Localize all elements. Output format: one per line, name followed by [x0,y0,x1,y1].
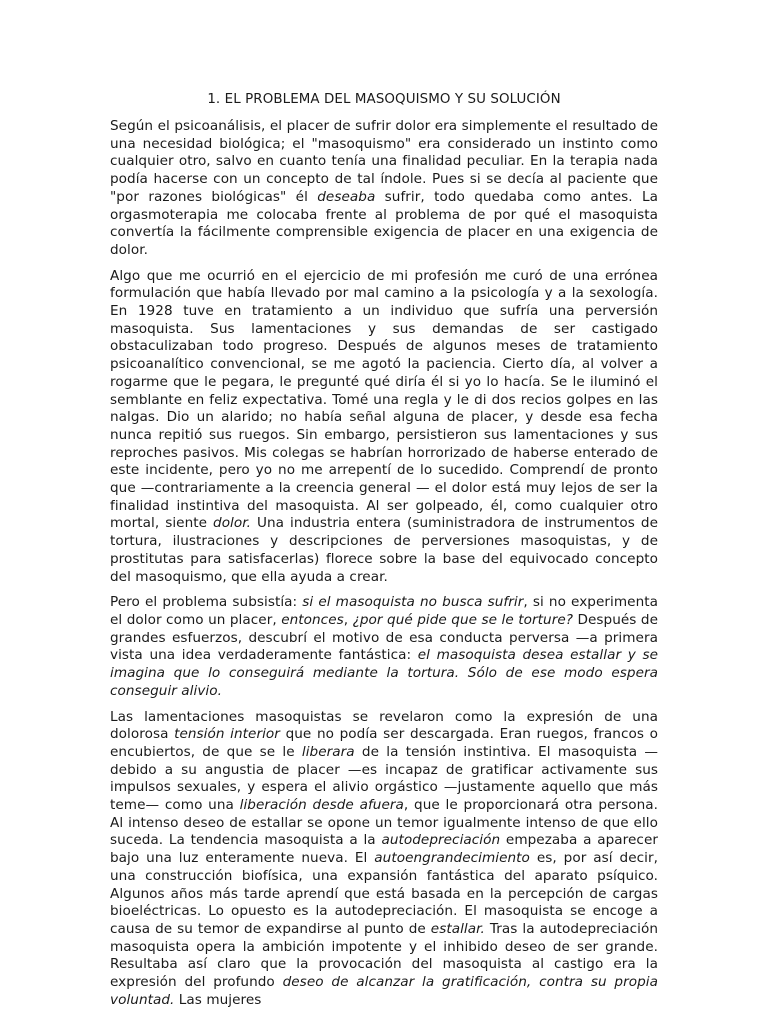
italic-text: liberación desde afuera [239,797,404,814]
italic-text: autoengrandecimiento [374,850,530,867]
paragraph [110,594,658,700]
italic-text: el masoquista desea estallar y se imagina que lo conseguirá mediante la tortura. Sólo de ese modo espera conseguir alivio. [110,647,658,699]
paragraph [110,709,658,1010]
italic-text: si el masoquista no busca sufrir [302,594,524,611]
text-run: de la tensión instintiva. El masoquista — debido a su angustia de placer —es incapaz de gratificar activamente sus impulsos sexuales, y espera el alivio orgástico —justamente aquello que más teme— como una [110,743,658,814]
text-run: es, por así decir, una construcción biofísica, una expansión fantástica del aparato psíquico. Algunos años más tarde aprendí que está basada en la percepción de cargas bioeléctricas. Lo opuesto es la autodepreciación. El masoquista se encoge a causa de su temor de expandirse al punto de [110,850,658,937]
italic-text: estallar. [430,920,485,937]
paragraph [110,118,658,260]
italic-text: dolor. [213,515,252,532]
text-run: Las mujeres [174,991,262,1008]
text-run: que no podía ser descargada. Eran ruegos, francos o encubiertos, de que se le [110,726,658,760]
text-run: Pero el problema subsistía: [110,594,303,611]
paragraph [110,268,658,587]
page-title: 1. EL PROBLEMA DEL MASOQUISMO Y SU SOLUCIÓN [207,92,561,107]
text-run: Después de grandes esfuerzos, descubrí el motivo de esa conducta perversa —a primera vista una idea verdaderamente fantástica: [110,611,658,664]
document-page [110,88,658,1017]
italic-text: ¿por qué pide que se le torture? [352,611,574,628]
body-text [110,118,658,1009]
italic-text: tensión interior [174,726,280,743]
text-run: Según el psicoanálisis, el placer de sufrir dolor era simplemente el resultado de una necesidad biológica; el "masoquismo" era considerado un instinto como cualquier otro, salvo en cuanto tenía una finalidad peculiar. En la terapia nada podía hacerse con un concepto de tal índole. Pues si se decía al paciente que "por razones biológicas" él [110,118,658,205]
text-run: Algo que me ocurrió en el ejercicio de mi profesión me curó de una errónea formulación que había llevado por mal camino a la psicología y a la sexología. En 1928 tuve en tratamiento a un individuo que sufría una perversión masoquista. Sus lamentaciones y sus demandas de ser castigado obstaculizaban todo progreso. Después de algunos meses de tratamiento psicoanalítico convencional, se me agotó la paciencia. Cierto día, al volver a rogarme que le pegara, le pregunté qué diría él si yo lo hacía. Se le iluminó el semblante en feliz expectativa. Tomé una regla y le di dos recios golpes en las nalgas. Dio un alarido; no había señal alguna de placer, y desde esa fecha nunca repitió sus ruegos. Sin embargo, persistieron sus lamentaciones y sus reproches pasivos. Mis colegas se habrían horrorizado de haberse enterado de este incidente, pero yo no me arrepentí de lo sucedido. Comprendí de pronto que —contrariamente a la creencia general — el dolor está muy lejos de ser la finalidad instintiva del masoquista. Al ser golpeado, él, como cualquier otro mortal, siente [110,267,658,532]
text-run: empezaba a aparecer bajo una luz enteramente nueva. El [110,832,658,867]
italic-text: autodepreciación [381,832,501,849]
text-run: Tras la autodepreciación masoquista opera la ambición impotente y el inhibido deseo de ser grande. Resultaba así claro que la provocación del masoquista al castigo era la expresión del profundo [110,920,658,991]
italic-text: deseo de alcanzar la gratificación, contra su propia voluntad. [110,974,658,1008]
text-run: Una industria entera (suministradora de instrumentos de tortura, ilustraciones y descripciones de perversiones masoquistas, y de prostitutas para satisfacerlas) florece sobre la base del equivocado concepto del masoquismo, que ella ayuda a crear. [110,515,658,585]
text-run: Las lamentaciones masoquistas se revelaron como la expresión de una dolorosa [110,708,658,743]
italic-text: liberara [301,743,355,760]
text-run: , si no experimenta el dolor como un placer, [110,594,658,628]
text-run: sufrir, todo quedaba como antes. La orgasmoterapia me colocaba frente al problema de por qué el masoquista convertía la fácilmente comprensible exigencia de placer en una exigencia de dolor. [110,188,658,258]
text-run: , que le proporcionará otra persona. Al intenso deseo de estallar se opone un temor igualmente intenso de que ello suceda. La tendencia masoquista a la [110,797,658,849]
italic-text: entonces [281,611,344,628]
italic-text: deseaba [317,188,376,205]
text-run: , [343,611,353,628]
